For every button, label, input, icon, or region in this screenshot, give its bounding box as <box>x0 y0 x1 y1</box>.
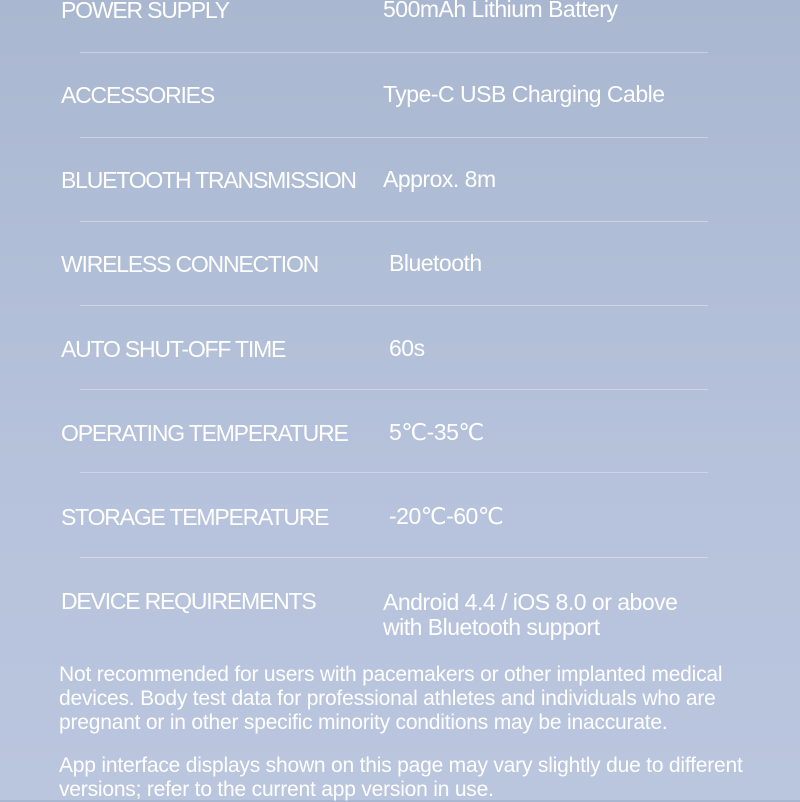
spec-label: POWER SUPPLY <box>61 0 229 23</box>
spec-label: BLUETOOTH TRANSMISSION <box>61 167 356 193</box>
spec-label: WIRELESS CONNECTION <box>61 251 319 277</box>
spec-value: 60s <box>389 335 425 361</box>
spec-value: Approx. 8m <box>383 166 496 192</box>
spec-label: AUTO SHUT-OFF TIME <box>61 336 286 362</box>
divider <box>80 221 708 222</box>
spec-value: 500mAh Lithium Battery <box>383 0 618 22</box>
spec-value: Type-C USB Charging Cable <box>383 81 665 107</box>
divider <box>80 52 708 53</box>
divider <box>80 305 708 306</box>
spec-label: STORAGE TEMPERATURE <box>61 504 329 530</box>
spec-value-line-1: Android 4.4 / iOS 8.0 or above <box>383 589 678 615</box>
spec-label: ACCESSORIES <box>61 82 214 108</box>
spec-value: -20℃-60℃ <box>389 503 504 529</box>
spec-label: DEVICE REQUIREMENTS <box>61 588 316 614</box>
spec-label: OPERATING TEMPERATURE <box>61 420 348 446</box>
spec-value: 5℃-35℃ <box>389 419 484 445</box>
divider <box>80 137 708 138</box>
divider <box>80 472 708 473</box>
medical-disclaimer: Not recommended for users with pacemakers or other implanted medical devices. Body test data for professional athletes and individuals who are pregnant or in other specific minority conditions may be inaccurate. <box>59 663 723 734</box>
app-version-disclaimer: App interface displays shown on this page may vary slightly due to different versions; refer to the current app version in use. <box>59 754 743 801</box>
spec-value: Bluetooth <box>389 250 482 276</box>
spec-value-line-2: with Bluetooth support <box>383 614 600 640</box>
divider <box>80 389 708 390</box>
divider <box>80 557 708 558</box>
